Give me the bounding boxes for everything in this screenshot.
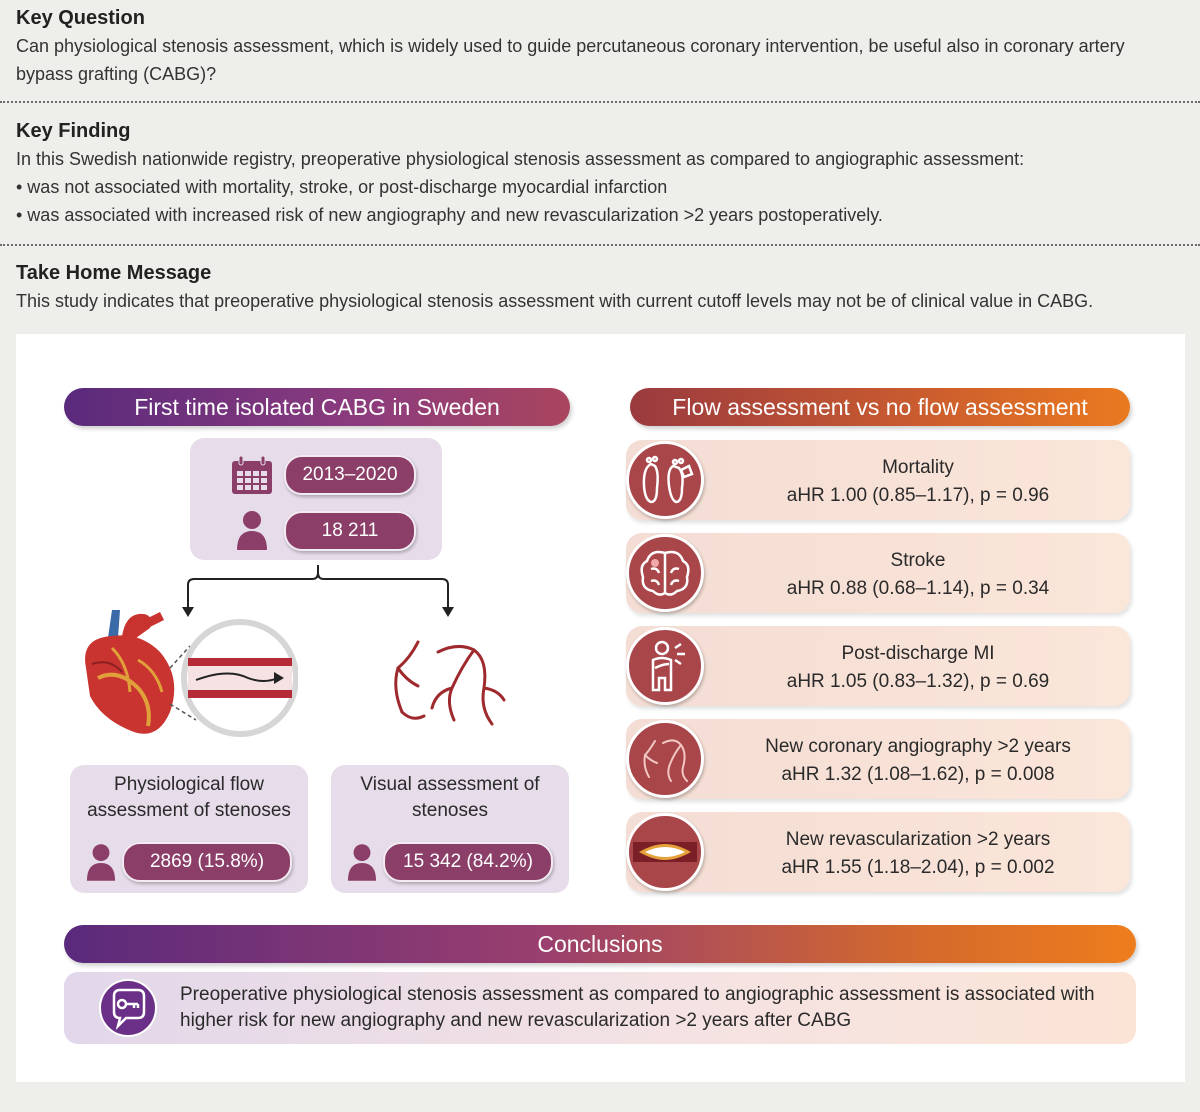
outcome-icon-circle	[626, 813, 704, 891]
outcome-name: New coronary angiography >2 years	[765, 736, 1071, 757]
person-icon	[236, 510, 268, 550]
outcome-name: New revascularization >2 years	[785, 829, 1051, 850]
outcome-name: Stroke	[890, 550, 946, 571]
outcome-stat: aHR 1.32 (1.08–1.62), p = 0.008	[781, 764, 1055, 785]
outcome-stat: aHR 1.55 (1.18–2.04), p = 0.002	[781, 857, 1055, 878]
outcome-card-mortality	[626, 440, 1130, 520]
outcome-stat: aHR 0.88 (0.68–1.14), p = 0.34	[786, 578, 1050, 599]
outcome-stat: aHR 1.05 (0.83–1.32), p = 0.69	[786, 671, 1050, 692]
stent-icon	[629, 816, 701, 888]
conclusions-box	[64, 972, 1136, 1044]
coronary-tree-illustration	[388, 638, 508, 734]
key-question-text: Can physiological stenosis assessment, which is widely used to guide percutaneous coronary intervention, be useful also in coronary artery bypass grafting (CABG)?	[16, 36, 1125, 84]
outcome-icon-circle	[626, 441, 704, 519]
key-finding-bullet: • was not associated with mortality, stroke, or post-discharge myocardial infarction	[16, 177, 668, 197]
take-home-section	[16, 261, 1184, 315]
key-question-title: Key Question	[16, 7, 145, 29]
total-patients-badge: 18 211	[284, 511, 416, 551]
person-icon	[347, 843, 377, 881]
key-finding-title: Key Finding	[16, 120, 131, 142]
outcome-icon-circle	[626, 534, 704, 612]
outcome-card-mi	[626, 626, 1130, 706]
outcome-card-angiography	[626, 719, 1130, 799]
conclusions-header: Conclusions	[64, 925, 1136, 963]
key-finding-section	[16, 119, 1184, 229]
key-speech-icon	[98, 978, 158, 1038]
outcome-icon-circle	[626, 720, 704, 798]
person-icon	[86, 843, 116, 881]
outcome-name: Post-discharge MI	[841, 643, 995, 664]
outcome-card-revascularization	[626, 812, 1130, 892]
outcome-stat: aHR 1.00 (0.85–1.17), p = 0.96	[786, 485, 1050, 506]
outcome-icon-circle	[626, 627, 704, 705]
chest-pain-icon	[629, 630, 701, 702]
visual-group-count: 15 342 (84.2%)	[383, 842, 553, 882]
comparison-header: Flow assessment vs no flow assessment	[630, 388, 1130, 426]
brain-icon	[629, 537, 701, 609]
conclusions-text: Preoperative physiological stenosis assessment as compared to angiographic assessment is associated with higher risk for new angiography and new revascularization >2 years after CABG	[180, 984, 1095, 1031]
key-question-section	[16, 6, 1184, 88]
flow-group-label: Physiological flow assessment of stenoses	[87, 774, 291, 821]
coronary-tree-icon	[629, 723, 701, 795]
outcome-card-stroke	[626, 533, 1130, 613]
divider	[0, 244, 1200, 246]
key-finding-bullet: • was associated with increased risk of new angiography and new revascularization >2 years postoperatively.	[16, 205, 883, 225]
cohort-header: First time isolated CABG in Sweden	[64, 388, 570, 426]
take-home-text: This study indicates that preoperative physiological stenosis assessment with current cutoff levels may not be of clinical value in CABG.	[16, 291, 1094, 311]
period-badge: 2013–2020	[284, 455, 416, 495]
flow-group-count: 2869 (15.8%)	[122, 842, 292, 882]
divider	[0, 101, 1200, 103]
key-finding-intro: In this Swedish nationwide registry, preoperative physiological stenosis assessment as compared to angiographic assessment:	[16, 149, 1025, 169]
heart-illustration	[78, 608, 298, 748]
calendar-icon	[230, 456, 274, 496]
take-home-title: Take Home Message	[16, 262, 212, 284]
visual-group-label: Visual assessment of stenoses	[360, 774, 540, 821]
feet-tag-icon	[629, 444, 701, 516]
outcome-name: Mortality	[882, 457, 954, 478]
